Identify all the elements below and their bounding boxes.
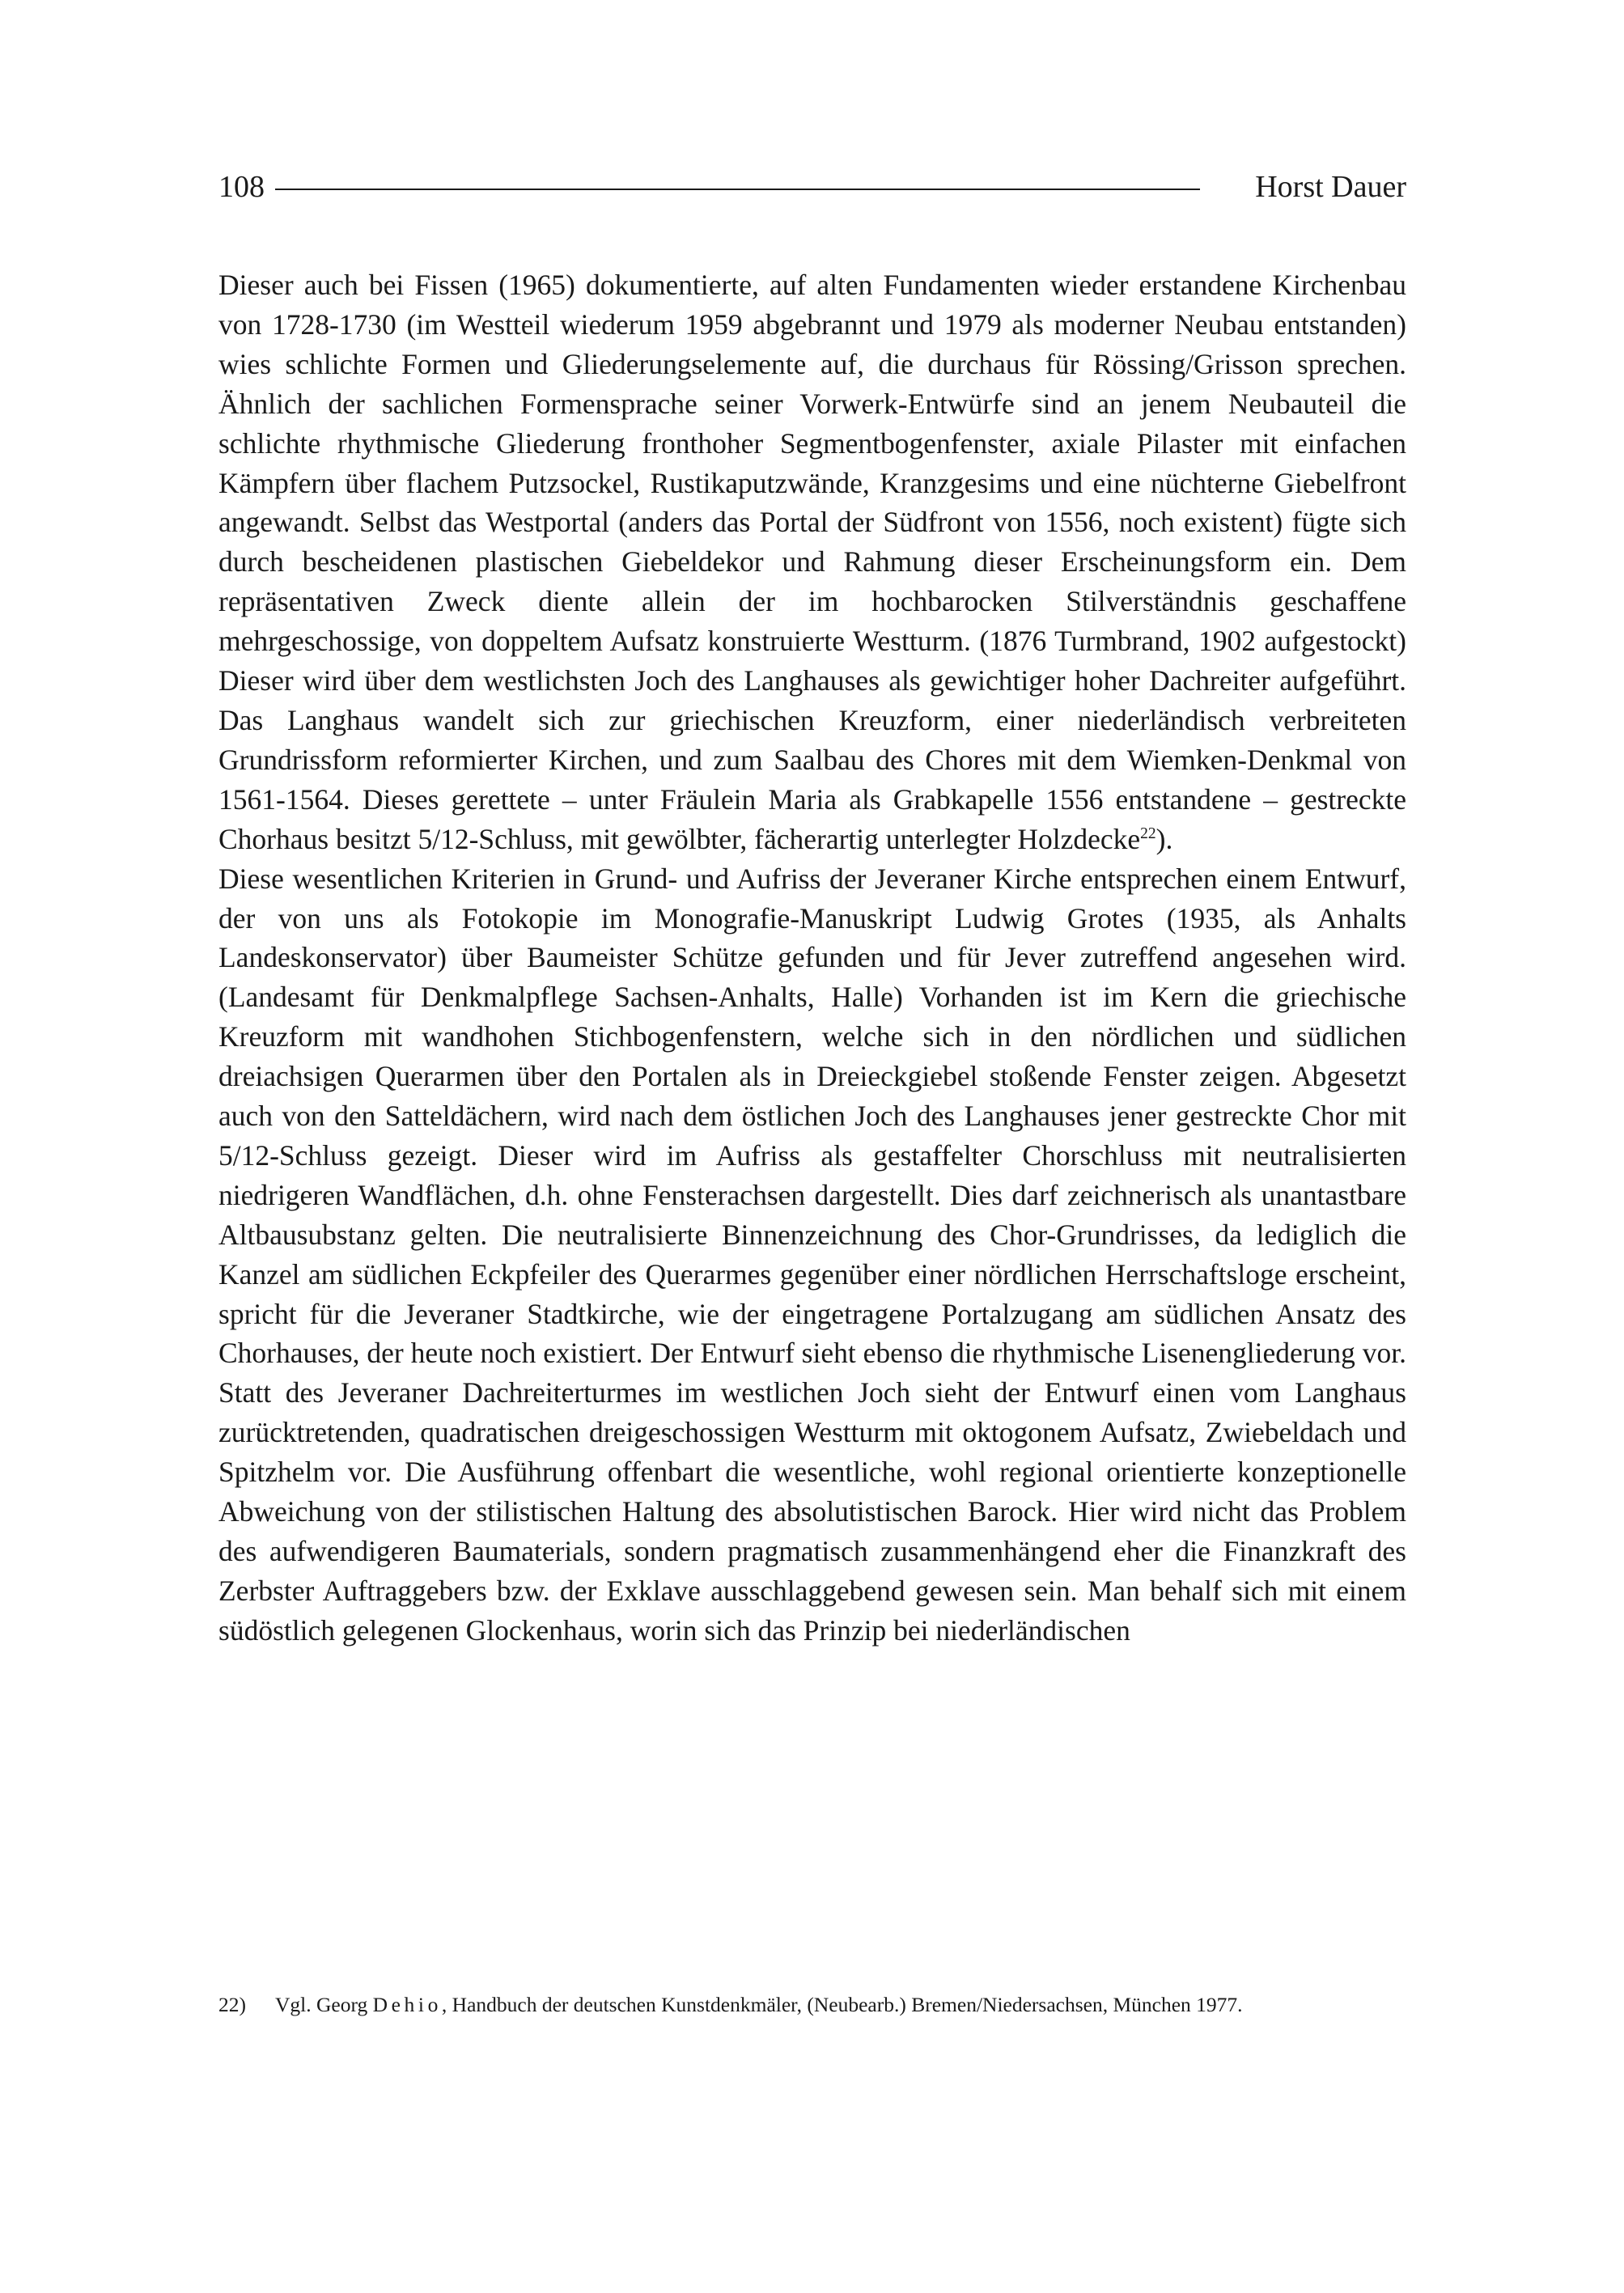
running-header-author: Horst Dauer [1255, 170, 1406, 204]
paragraph-2 [218, 859, 1406, 1651]
paragraph-1 [218, 265, 1406, 859]
paragraph-1-text: Dieser auch bei Fissen (1965) dokumentierte, auf alten Fundamenten wieder erstandene Kirchenbau von 1728-1730 (im Westteil wiederum 1959 abgebrannt und 1979 als moderner Neubau entstanden) wies schlichte Formen und Gliederungselemente auf, die durchaus für Rössing/Grisson sprechen. Ähnlich der sachlichen Formensprache seiner Vorwerk-Entwürfe sind an jenem Neubauteil die schlichte rhythmische Gliederung fronthoher Segmentbogenfenster, axiale Pilaster mit einfachen Kämpfern über flachem Putzsockel, Rustikaputzwände, Kranzgesims und eine nüchterne Giebelfront angewandt. Selbst das Westportal (anders das Portal der Südfront von 1556, noch existent) fügte sich durch bescheidenen plastischen Giebeldekor und Rahmung dieser Erscheinungsform ein. Dem repräsentativen Zweck diente allein der im hochbarocken Stilverständnis geschaffene mehrgeschossige, von doppeltem Aufsatz konstruierte Westturm. (1876 Turmbrand, 1902 aufgestockt) Dieser wird über dem westlichsten Joch des Langhauses als gewichtiger hoher Dachreiter aufgeführt. Das Langhaus wandelt sich zur griechischen Kreuzform, einer niederländisch verbreiteten Grundrissform reformierter Kirchen, und zum Saalbau des Chores mit dem Wiemken-Denkmal von 1561-1564. Dieses gerettete – unter Fräulein Maria als Grabkapelle 1556 entstandene – gestreckte Chorhaus besitzt 5/12-Schluss, mit gewölbter, fächerartig unterlegter Holzdecke [218, 269, 1406, 855]
paragraph-2-text: Diese wesentlichen Kriterien in Grund- und Aufriss der Jeveraner Kirche entsprechen einem Entwurf, der von uns als Fotokopie im Monografie-Manuskript Ludwig Grotes (1935, als Anhalts Landeskonservator) über Baumeister Schütze gefunden und für Jever zutreffend angesehen wird. (Landesamt für Denkmalpflege Sachsen-Anhalts, Halle) Vorhanden ist im Kern die griechische Kreuzform mit wandhohen Stichbogenfenstern, welche sich in den nördlichen und südlichen dreiachsigen Querarmen über den Portalen als in Dreieckgiebel stoßende Fenster zeigen. Abgesetzt auch von den Satteldächern, wird nach dem östlichen Joch des Langhauses jener gestreckte Chor mit 5/12-Schluss gezeigt. Dieser wird im Aufriss als gestaffelter Chorschluss mit neutralisierten niedrigeren Wandflächen, d.h. ohne Fensterachsen dargestellt. Dies darf zeichnerisch als unantastbare Altbausubstanz gelten. Die neutralisierte Binnenzeichnung des Chor-Grundrisses, da lediglich die Kanzel am südlichen Eckpfeiler des Querarmes gegenüber einer nördlichen Herrschaftsloge erscheint, spricht für die Jeveraner Stadtkirche, wie der eingetragene Portalzugang am südlichen Ansatz des Chorhauses, der heute noch existiert. Der Entwurf sieht ebenso die rhythmische Lisenengliederung vor. Statt des Jeveraner Dachreiterturmes im westlichen Joch sieht der Entwurf einen vom Langhaus zurücktretenden, quadratischen dreigeschossigen Westturm mit oktogonem Aufsatz, Zwiebeldach und Spitzhelm vor. Die Ausführung offenbart die wesentliche, wohl regional orientierte konzeptionelle Abweichung von der stilistischen Haltung des absolutistischen Barock. Hier wird nicht das Problem des aufwendigeren Baumaterials, sondern pragmatisch zusammenhängend eher die Finanzkraft des Zerbster Auftraggebers bzw. der Exklave ausschlaggebend gewesen sein. Man behalf sich mit einem südöstlich gelegenen Glockenhaus, worin sich das Prinzip bei niederländischen [218, 862, 1406, 1647]
footnote-text [275, 1991, 1406, 2019]
header-rule [275, 189, 1200, 190]
footnote-author: Dehio [372, 1993, 442, 2016]
footnote-text-pre: Vgl. Georg [275, 1993, 373, 2016]
footnote-22 [218, 1991, 1406, 2019]
footnote-text-post: , Handbuch der deutschen Kunstdenkmäler, (Neubearb.) Bremen/Niedersachsen, München 1977. [441, 1993, 1243, 2016]
footnote-reference: 22 [1140, 824, 1156, 842]
body-text [218, 265, 1406, 1651]
page-number: 108 [218, 170, 265, 204]
footnotes [218, 1991, 1406, 2019]
running-header [218, 168, 1406, 209]
footnote-number: 22) [218, 1993, 246, 2016]
paragraph-1-tail: ). [1155, 822, 1173, 855]
